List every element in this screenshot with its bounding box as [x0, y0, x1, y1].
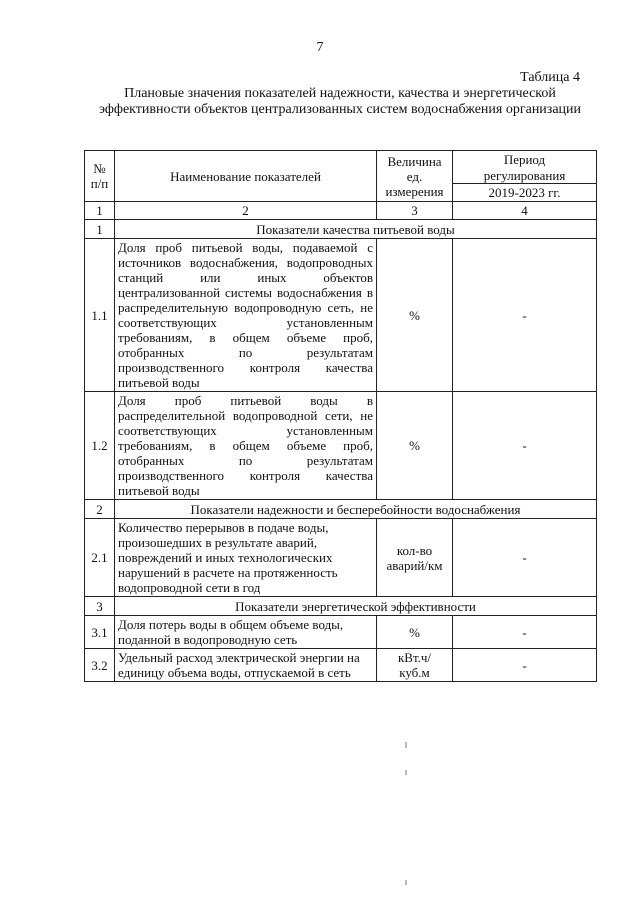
scan-speck [405, 880, 407, 885]
header-period: Период регулирования 2019-2023 гг. [453, 151, 597, 202]
row-unit: кол-во аварий/км [377, 519, 453, 597]
section-title: Показатели надежности и бесперебойности водоснабжения [115, 500, 597, 519]
column-number: 3 [377, 202, 453, 220]
row-value: - [453, 519, 597, 597]
table-row [85, 519, 597, 597]
row-name: Доля потерь воды в общем объеме воды, поданной в водопроводную сеть [115, 616, 377, 649]
row-name: Доля проб питьевой воды, подаваемой с источников водоснабжения, водопроводных станций или иных объектов централизованной системы водоснабжения в распределительную водопроводную сеть, не соответствующих установленным требованиям, в общем объеме проб, отобранных по результатам производственного контроля качества питьевой воды [115, 239, 377, 392]
caption-line-2: эффективности объектов централизованных систем водоснабжения организации [98, 102, 582, 117]
row-value: - [453, 239, 597, 392]
header-num: № п/п [85, 151, 115, 202]
scan-speck [405, 742, 407, 748]
row-unit: % [377, 392, 453, 500]
caption-line-1: Плановые значения показателей надежности, качества и энергетической [124, 86, 556, 101]
row-num: 1.2 [85, 392, 115, 500]
row-num: 1.1 [85, 239, 115, 392]
row-num: 3.1 [85, 616, 115, 649]
section-title: Показатели качества питьевой воды [115, 220, 597, 239]
section-title: Показатели энергетической эффективности [115, 597, 597, 616]
section-num: 1 [85, 220, 115, 239]
section-row-3 [85, 597, 597, 616]
row-num: 3.2 [85, 649, 115, 682]
header-name: Наименование показателей [115, 151, 377, 202]
page-number: 7 [316, 40, 324, 55]
row-unit: % [377, 616, 453, 649]
column-number: 2 [115, 202, 377, 220]
section-num: 3 [85, 597, 115, 616]
header-unit: Величина ед. измерения [377, 151, 453, 202]
column-number-row [85, 202, 597, 220]
section-num: 2 [85, 500, 115, 519]
row-num: 2.1 [85, 519, 115, 597]
scan-speck [405, 770, 407, 775]
row-unit: % [377, 239, 453, 392]
table-label: Таблица 4 [520, 70, 580, 85]
row-name: Удельный расход электрической энергии на единицу объема воды, отпускаемой в сеть [115, 649, 377, 682]
row-name: Количество перерывов в подаче воды, произошедших в результате аварий, повреждений и иных технологических нарушений в расчете на протяженность водопроводной сети в год [115, 519, 377, 597]
section-row-2 [85, 500, 597, 519]
section-row-1 [85, 220, 597, 239]
table-row [85, 649, 597, 682]
row-value: - [453, 649, 597, 682]
indicators-table [84, 150, 597, 682]
row-value: - [453, 616, 597, 649]
column-number: 4 [453, 202, 597, 220]
row-name: Доля проб питьевой воды в распределительной водопроводной сети, не соответствующих установленным требованиям, в общем объеме проб, отобранных по результатам производственного контроля качества питьевой воды [115, 392, 377, 500]
row-value: - [453, 392, 597, 500]
table-row [85, 616, 597, 649]
header-row [85, 151, 597, 202]
column-number: 1 [85, 202, 115, 220]
row-unit: кВт.ч/ куб.м [377, 649, 453, 682]
table-caption [60, 86, 620, 118]
table-row [85, 239, 597, 392]
table-row [85, 392, 597, 500]
